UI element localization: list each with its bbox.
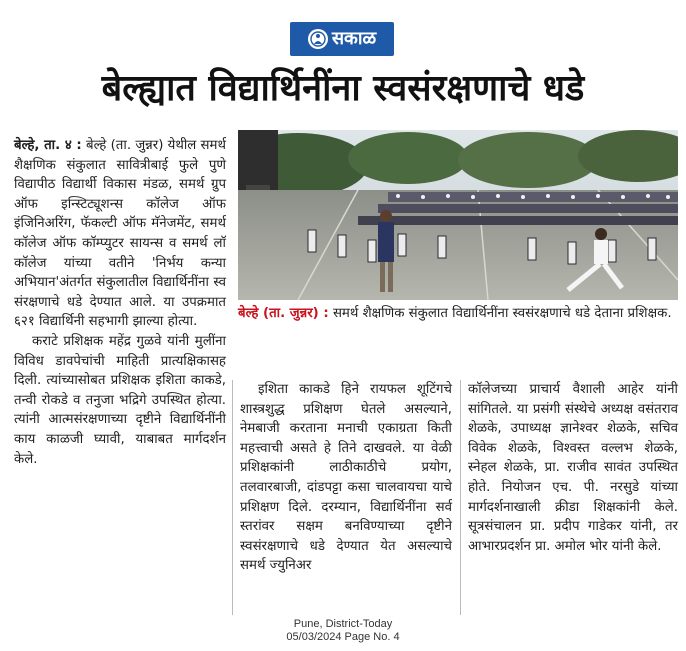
- column-divider: [232, 380, 233, 615]
- article-column-3: [468, 380, 678, 556]
- caption-place: बेल्हे (ता. जुन्नर) :: [238, 306, 329, 321]
- column-divider: [460, 380, 461, 615]
- news-photo: [238, 130, 678, 300]
- paragraph-3: इशिता काकडे हिने रायफल शूटिंगचे शास्त्रशुद्ध प्रशिक्षण घेतले असल्याने, नेमबाजी करताना मनाची एकाग्रता किती महत्त्वाची असते हे तिने दाखवले. या वेळी प्रशिक्षकांनी लाठीकाठीचे प्रयोग, तलवारबाजी, दांडपट्टा कसा चालवायचा याचे प्रशिक्षण दिले. दरम्यान, विद्यार्थिनींना सर्व स्तरांवर सक्षम बनविण्याच्या दृष्टीने स्वसंरक्षणाचे धडे देण्यात येत असल्याचे समर्थ ज्युनिअर: [240, 382, 452, 574]
- paragraph-4: कॉलेजच्या प्राचार्य वैशाली आहेर यांनी सांगितले. या प्रसंगी संस्थेचे अध्यक्ष वसंतराव शेळके, उपाध्यक्ष ज्ञानेश्वर शेळके, सचिव विवेक शेळके, विश्वस्त वल्लभ शेळके, स्नेहल शेळके, प्रा. राजीव सावंत उपस्थित होते. नियोजन एच. पी. नरसुडे यांच्या मार्गदर्शनाखाली क्रीडा शिक्षकांनी केले. सूत्रसंचालन प्रा. प्रदीप गाडेकर यांनी, तर आभारप्रदर्शन प्रा. अमोल भोर यांनी केले.: [468, 382, 678, 554]
- photo-caption: [238, 304, 678, 324]
- sakal-logo: [290, 22, 394, 56]
- article-headline: बेल्ह्यात विद्यार्थिनींना स्वसंरक्षणाचे धडे: [101, 68, 585, 109]
- caption-text: समर्थ शैक्षणिक संकुलात विद्यार्थिनींना स्वसंरक्षणाचे धडे देताना प्रशिक्षक.: [332, 306, 672, 321]
- paragraph-2: कराटे प्रशिक्षक महेंद्र गुळवे यांनी मुलींना विविध डावपेचांची माहिती प्रात्यक्षिकासह दिली. त्यांच्यासोबत प्रशिक्षक इशिता काकडे, तन्वी रोकडे व तनुजा भद्रिगे उपस्थित होत्या. त्यांनी आत्मसंरक्षणाच्या दृष्टीने विद्यार्थिनींनी काय काळजी घ्यावी, याबाबत मार्गदर्शन केले.: [14, 333, 226, 467]
- footer-edition: Pune, District-Today: [293, 618, 393, 630]
- sakal-emblem-icon: [308, 29, 328, 49]
- paragraph-1: [14, 136, 226, 332]
- photo-illustration: [238, 130, 678, 300]
- article-column-1: [14, 136, 226, 469]
- logo-text: सकाळ: [331, 28, 377, 49]
- footer-date-page: 05/03/2024 Page No. 4: [286, 631, 400, 643]
- source-footer: [0, 618, 686, 644]
- article-column-2: [240, 380, 452, 576]
- paragraph-1-text: बेल्हे (ता. जुन्नर) येथील समर्थ शैक्षणिक संकुलात सावित्रीबाई फुले पुणे विद्यापीठ विद्यार्थी विकास मंडळ, समर्थ ग्रुप ऑफ इन्स्टिट्यूशन्स कॉलेज ऑफ इंजिनिअरिंग, फॅकल्टी ऑफ मॅनेजमेंट, समर्थ कॉलेज ऑफ कॉम्प्युटर सायन्स व समर्थ लॉ कॉलेज यांच्या वतीने 'निर्भय कन्या अभियान'अंतर्गत संकुलातील विद्यार्थिनींना स्व संरक्षणाचे धडे देण्यात आले. या उपक्रमात ६२१ विद्यार्थिनी सहभागी झाल्या होत्या.: [14, 138, 226, 330]
- dateline: बेल्हे, ता. ४ :: [14, 138, 82, 153]
